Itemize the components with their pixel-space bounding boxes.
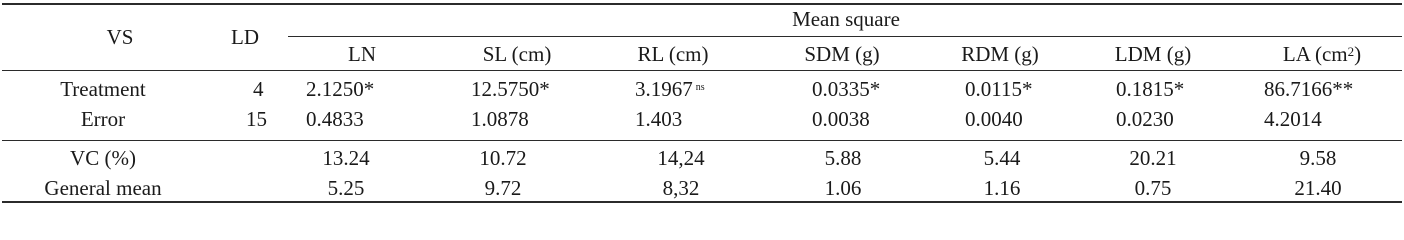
- cell-error-ln: 0.4833: [306, 107, 364, 131]
- col-header-la: LA $(cm^2)$: [1282, 42, 1362, 66]
- header-ld: LD: [231, 25, 259, 49]
- cell-error-sdm: 0.0038: [812, 107, 870, 131]
- group-underline: [288, 36, 1402, 37]
- cell-treatment-sl: 12.5750*: [471, 77, 550, 101]
- cell-vc-ln: 13.24: [322, 146, 370, 170]
- row-label-vc: VC (%): [70, 146, 136, 170]
- cell-vc-sdm: 5.88: [824, 146, 862, 170]
- cell-treatment-rdm: 0.0115*: [965, 77, 1033, 101]
- cell-error-rl: 1.403: [635, 107, 683, 131]
- cell-treatment-ldm: 0.1815*: [1116, 77, 1185, 101]
- col-header-rl: RL (cm): [637, 42, 709, 66]
- col-header-ldm: LDM (g): [1114, 42, 1192, 66]
- cell-error-ldm: 0.0230: [1116, 107, 1174, 131]
- col-header-rdm: RDM (g): [961, 42, 1039, 66]
- cell-vc-la: 9.58: [1299, 146, 1337, 170]
- cell-mean-ldm: 0.75: [1134, 176, 1172, 200]
- row-label-treatment: Treatment: [60, 77, 146, 101]
- col-header-sl: SL (cm): [482, 42, 552, 66]
- header-vs: VS: [106, 25, 134, 49]
- cell-mean-la: 21.40: [1294, 176, 1342, 200]
- top-rule: [2, 3, 1402, 5]
- cell-vc-rdm: 5.44: [983, 146, 1021, 170]
- cell-vc-ldm: 20.21: [1129, 146, 1177, 170]
- cell-mean-sl: 9.72: [484, 176, 522, 200]
- cell-mean-sdm: 1.06: [824, 176, 862, 200]
- col-header-sdm: SDM (g): [804, 42, 880, 66]
- row-ld-error: 15: [246, 107, 267, 131]
- row-label-error: Error: [80, 107, 126, 131]
- cell-mean-rl: 8,32: [662, 176, 700, 200]
- row-label-general-mean: General mean: [44, 176, 162, 200]
- cell-vc-sl: 10.72: [479, 146, 527, 170]
- cell-treatment-la: 86.7166**: [1264, 77, 1354, 101]
- cell-treatment-sdm: 0.0335*: [812, 77, 881, 101]
- error-bottom-rule: [2, 140, 1402, 141]
- ns-marker: ns: [695, 82, 705, 93]
- cell-mean-rdm: 1.16: [983, 176, 1021, 200]
- cell-error-sl: 1.0878: [471, 107, 529, 131]
- header-bottom-rule: [2, 70, 1402, 71]
- cell-error-rdm: 0.0040: [965, 107, 1023, 131]
- cell-mean-ln: 5.25: [327, 176, 365, 200]
- col-header-ln: LN: [348, 42, 376, 66]
- cell-treatment-rl: 3.1967 $^{ns}$: [635, 77, 705, 101]
- cell-vc-rl: 14,24: [657, 146, 705, 170]
- row-ld-treatment: 4: [253, 77, 264, 101]
- cell-treatment-ln: 2.1250*: [306, 77, 375, 101]
- cell-error-la: 4.2014: [1264, 107, 1322, 131]
- bottom-rule: [2, 201, 1402, 203]
- header-mean-square: Mean square: [792, 7, 900, 31]
- col-header-la-exponent: 2: [1347, 44, 1355, 59]
